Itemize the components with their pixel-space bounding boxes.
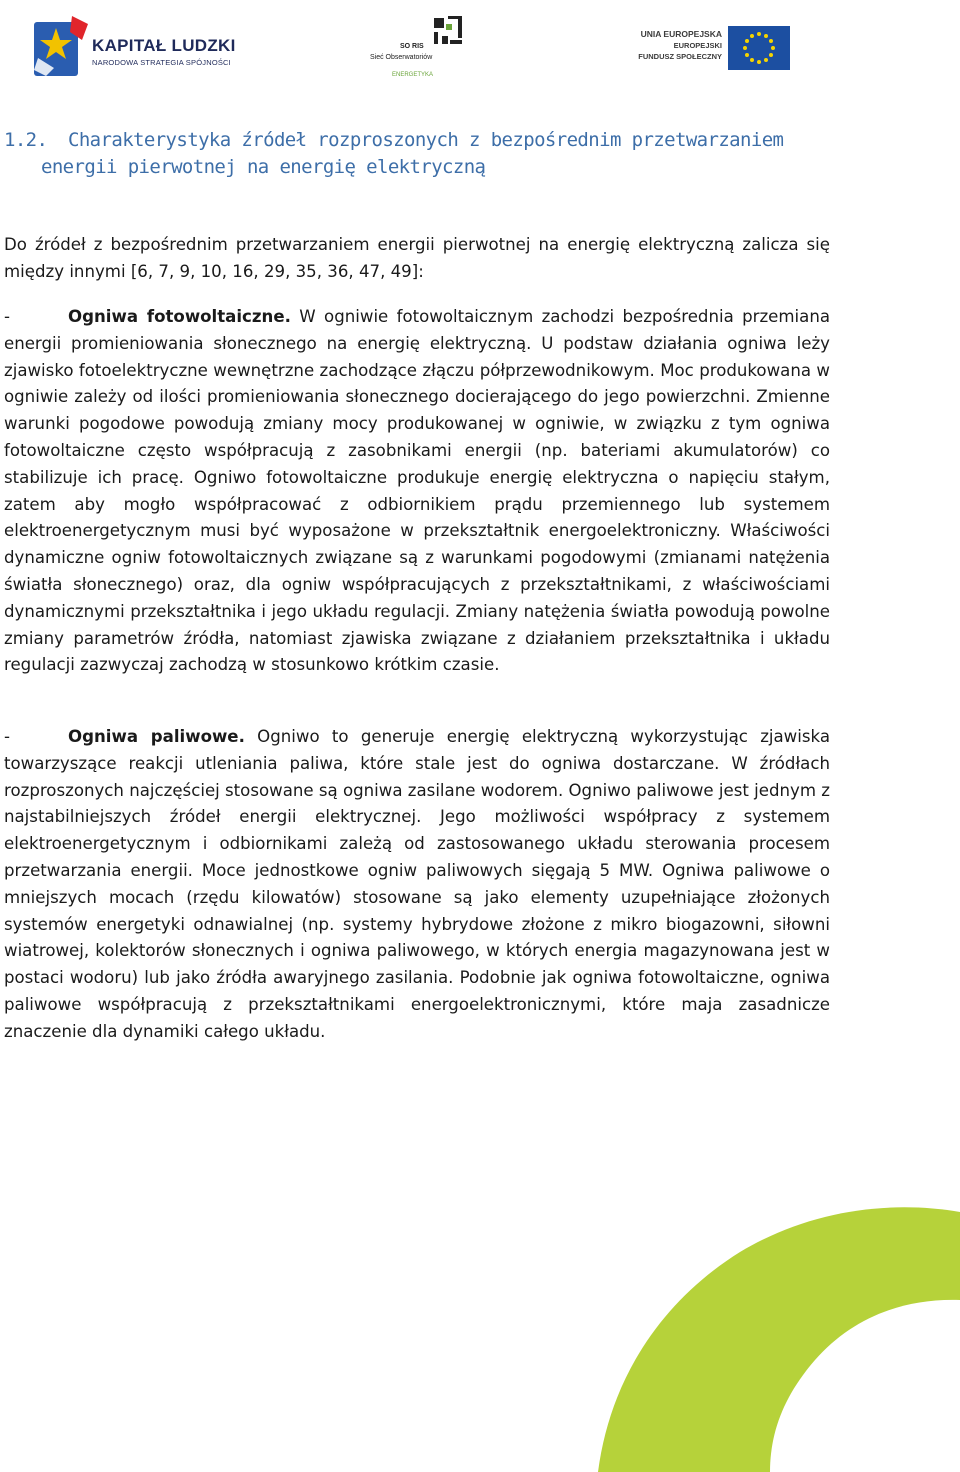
intro-paragraph: Do źródeł z bezpośrednim przetwarzaniem energii pierwotnej na energię elektryczną zalicza się między innymi [6, 7, 9, 10, 16, 29, 35, 36, 47, 49]: [4,235,830,281]
fuel-cells-text: Ogniwo to generuje energię elektryczną wykorzystując zjawiska towarzyszące reakcji utleniania paliwa, które stale jest do ogniwa dostarczane. W źródłach rozproszonych najczęściej stosowane są ogniwa zasilane wodorem. Ogniwo paliwowe jest jednym z najstabilniejszych źródeł energii elektrycznej. Jego możliwości współpracy z systemem elektroenergetycznym i odbiornikami zależą od zastosowanego układu sterowania procesem przetwarzania energii. Moce jednostkowe ogniw paliwowych sięgają 5 MW. Ogniwa paliwowe o mniejszych mocach (rzędu kilowatów) stosowane są jako elementy uzupełniające złożonych systemów energetyki odnawialnej (np. systemy hybrydowe złożone z mikro biogazowni, siłowni wiatrowej, kolektorów słonecznych i ogniwa paliwowego, w których energia magazynowana jest w postaci wodoru) lub jako źródła awaryjnego zasilania. Podobnie jak ogniwa fotowoltaiczne, ogniwa paliwowe współpracują z przekształtnikami energoelektronicznymi, które maja zasadnicze znaczenie dla dynamiki całego układu. [4,727,831,1041]
section-heading [4,127,834,181]
page-header [0,0,960,90]
photovoltaic-text: W ogniwie fotowoltaicznym zachodzi bezpośrednia przemiana energii promieniowania słonecznego na energię elektryczną. U podstaw działania ogniwa leży zjawisko fotoelektryczne wewnętrzne zachodzące złączu półprzewodnikowym. Moc produkowana w ogniwie zależy od ilości promieniowania słonecznego docierającego do jego powierzchni. Zmienne warunki pogodowe powodują zmiany mocy produkowanej w ogniwie, w związku z tym ogniwa fotowoltaiczne często współpracują z zasobnikami energii (np. bateriami akumulatorów) co stabilizuje ich pracę. Ogniwo fotowoltaiczne produkuje energię elektryczna o napięciu stałym, zatem aby mogło współpracować z odbiornikiem prądu przemiennego lub systemem elektroenergetycznym musi być wyposażone w przekształtnik energoelektroniczny. Właściwości dynamiczne ogniw fotowoltaicznych związane są z warunkami pogodowymi (zmianami natężenia światła słonecznego) oraz, dla ogniw współpracujących z przekształtnikami, z właściwościami dynamicznymi przekształtnika i jego układu regulacji. Zmiany natężenia światła powodują powolne zmiany parametrów źródła, natomiast zjawiska związane z działaniem przekształtnika i układu regulacji zazwyczaj zachodzą w stosunkowo krótkim czasie. [4,307,831,675]
section-number: 1.2. [4,129,48,151]
kapital-ludzki-logo [32,14,242,80]
so-ris-subtitle: Sieć Obserwatoriów [370,54,433,61]
so-ris-logo [362,14,482,84]
decorative-circle-graphic [560,1130,960,1472]
photovoltaic-term: Ogniwa fotowoltaiczne. [68,307,291,326]
so-ris-name: SO RIS [400,43,424,50]
eu-line2: EUROPEJSKI [673,41,722,50]
section-title-line2: energii pierwotnej na energię elektryczną [41,156,486,178]
kapital-ludzki-subtitle: NARODOWA STRATEGIA SPÓJNOŚCI [92,58,231,67]
eu-logo [630,26,800,76]
eu-flag-icon [728,26,790,70]
fuel-cells-term: Ogniwa paliwowe. [68,727,245,746]
eu-line3: FUNDUSZ SPOŁECZNY [638,52,722,61]
kapital-ludzki-emblem-icon [32,14,90,80]
eu-logo-text [630,29,722,62]
list-dash: - [4,727,10,746]
eu-line1: UNIA EUROPEJSKA [640,29,722,39]
list-dash: - [4,307,10,326]
photovoltaic-paragraph [4,304,830,679]
so-ris-tag: ENERGETYKA [392,72,434,78]
fuel-cells-paragraph [4,724,830,1046]
section-title-line1: Charakterystyka źródeł rozproszonych z bezpośrednim przetwarzaniem [68,129,784,151]
kapital-ludzki-title: KAPITAŁ LUDZKI [92,36,236,55]
